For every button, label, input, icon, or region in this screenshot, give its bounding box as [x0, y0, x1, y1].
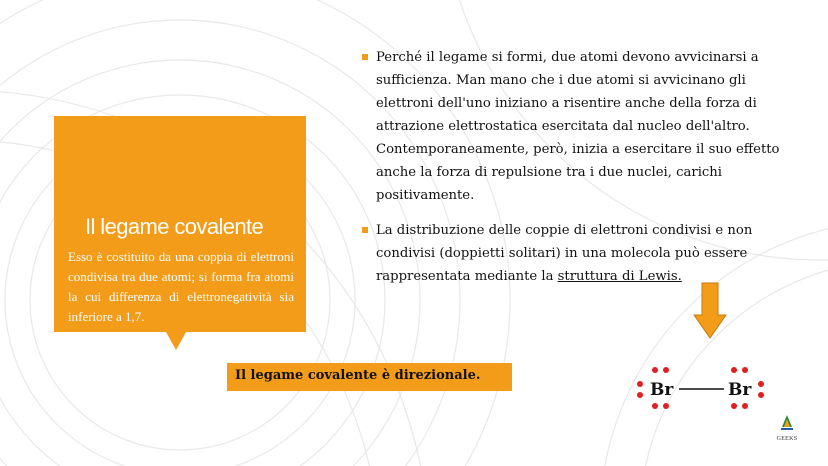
- slide-subtitle: Esso è costituito da una coppia di elettroni condivisa tra due atomi; si forma fra atomi la cui differenza di elettronegatività sia inferiore a 1,7.: [68, 249, 294, 324]
- bullet-marker-icon: [362, 227, 368, 233]
- title-box-pointer: [166, 332, 186, 350]
- electron-dot: [663, 403, 669, 409]
- callout-text: Il legame covalente è direzionale.: [235, 368, 481, 383]
- electron-dot: [663, 367, 669, 373]
- electron-dot: [731, 367, 737, 373]
- slide-title: Il legame covalente: [85, 214, 264, 239]
- bullet-marker-icon: [362, 54, 368, 60]
- bullet-text: La distribuzione delle coppie di elettroni condivisi e non condivisi (doppietti solitari) in una molecola può essere rappresentata mediante la: [376, 223, 753, 284]
- title-box: [54, 116, 306, 332]
- bullet-item: [362, 46, 792, 207]
- electron-dot: [637, 392, 643, 398]
- callout-box: [227, 363, 512, 391]
- down-arrow-icon: [693, 282, 727, 340]
- electron-dot: [758, 392, 764, 398]
- atom-right-label: Br: [728, 380, 752, 400]
- geeks-logo: [772, 414, 802, 442]
- atom-left-label: Br: [650, 380, 674, 400]
- electron-dot: [652, 367, 658, 373]
- geeks-logo-icon: [778, 414, 796, 432]
- electron-dot: [742, 403, 748, 409]
- electron-dot: [637, 381, 643, 387]
- logo-text: GEEKS: [776, 436, 798, 442]
- lewis-structure-link[interactable]: struttura di Lewis.: [557, 269, 682, 284]
- lewis-structure-diagram: [632, 364, 772, 412]
- electron-dot: [742, 367, 748, 373]
- bullet-text: Perché il legame si formi, due atomi devono avvicinarsi a sufficienza. Man mano che i due atomi si avvicinano gli elettroni dell'uno iniziano a risentire anche della forza di attrazione elettrostatica esercitata dal nucleo dell'altro. Contemporaneamente, però, inizia a esercitare il suo effetto anche la forza di repulsione tra i due nuclei, carichi positivamente.: [376, 50, 780, 203]
- bullet-list: [362, 46, 792, 300]
- electron-dot: [652, 403, 658, 409]
- electron-dot: [758, 381, 764, 387]
- electron-dot: [731, 403, 737, 409]
- bullet-item: [362, 219, 792, 288]
